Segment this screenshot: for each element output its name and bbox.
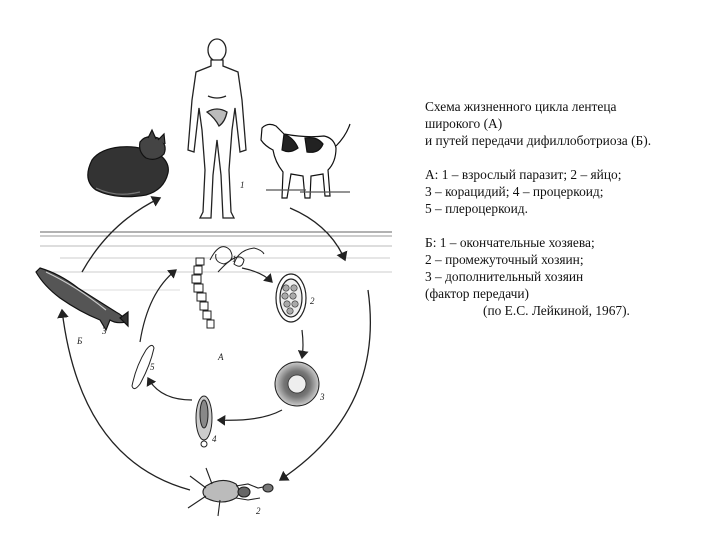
outer-cycle-label: Б: [77, 336, 83, 346]
caption-part-b-line-3: 3 – дополнительный хозяин: [425, 269, 584, 284]
caption-part-b-line-2: 2 – промежуточный хозяин;: [425, 252, 584, 267]
water-surface: [40, 232, 392, 290]
caption-part-b-line-4: (фактор передачи): [425, 286, 529, 301]
diagram-caption: [425, 98, 710, 319]
dog-figure: [261, 124, 350, 198]
caption-title-line-3: и путей передачи дифиллоботриоза (Б).: [425, 133, 652, 148]
plerocercoid-label: 5: [150, 362, 155, 372]
caption-part-a-line-1: А: 1 – взрослый паразит; 2 – яйцо;: [425, 167, 622, 182]
coracidium: [275, 362, 319, 406]
adult-worm: [192, 247, 264, 328]
caption-citation: (по Е.С. Лейкиной, 1967).: [483, 303, 630, 318]
inner-cycle-label: А: [218, 352, 224, 362]
cat-figure: [88, 130, 168, 197]
caption-part-a-line-2: 3 – корацидий; 4 – процеркоид;: [425, 184, 604, 199]
pike-figure: [36, 268, 128, 330]
caption-title-line-1: Схема жизненного цикла лентеца: [425, 99, 617, 114]
worm-label: 1: [232, 254, 237, 264]
pike-label: 3: [102, 326, 107, 336]
human-label: 1: [240, 180, 245, 190]
copepod-label: 2: [256, 506, 261, 516]
egg: [276, 274, 306, 322]
human-figure: [188, 39, 246, 218]
caption-part-a-line-3: 5 – плероцеркоид.: [425, 201, 528, 216]
caption-part-b-line-1: Б: 1 – окончательные хозяева;: [425, 235, 595, 250]
coracidium-label: 3: [320, 392, 325, 402]
caption-title-line-2: широкого (А): [425, 116, 503, 131]
outer-cycle-arrows: [62, 198, 370, 490]
procercoid: [196, 396, 212, 447]
procercoid-label: 4: [212, 434, 217, 444]
egg-label: 2: [310, 296, 315, 306]
